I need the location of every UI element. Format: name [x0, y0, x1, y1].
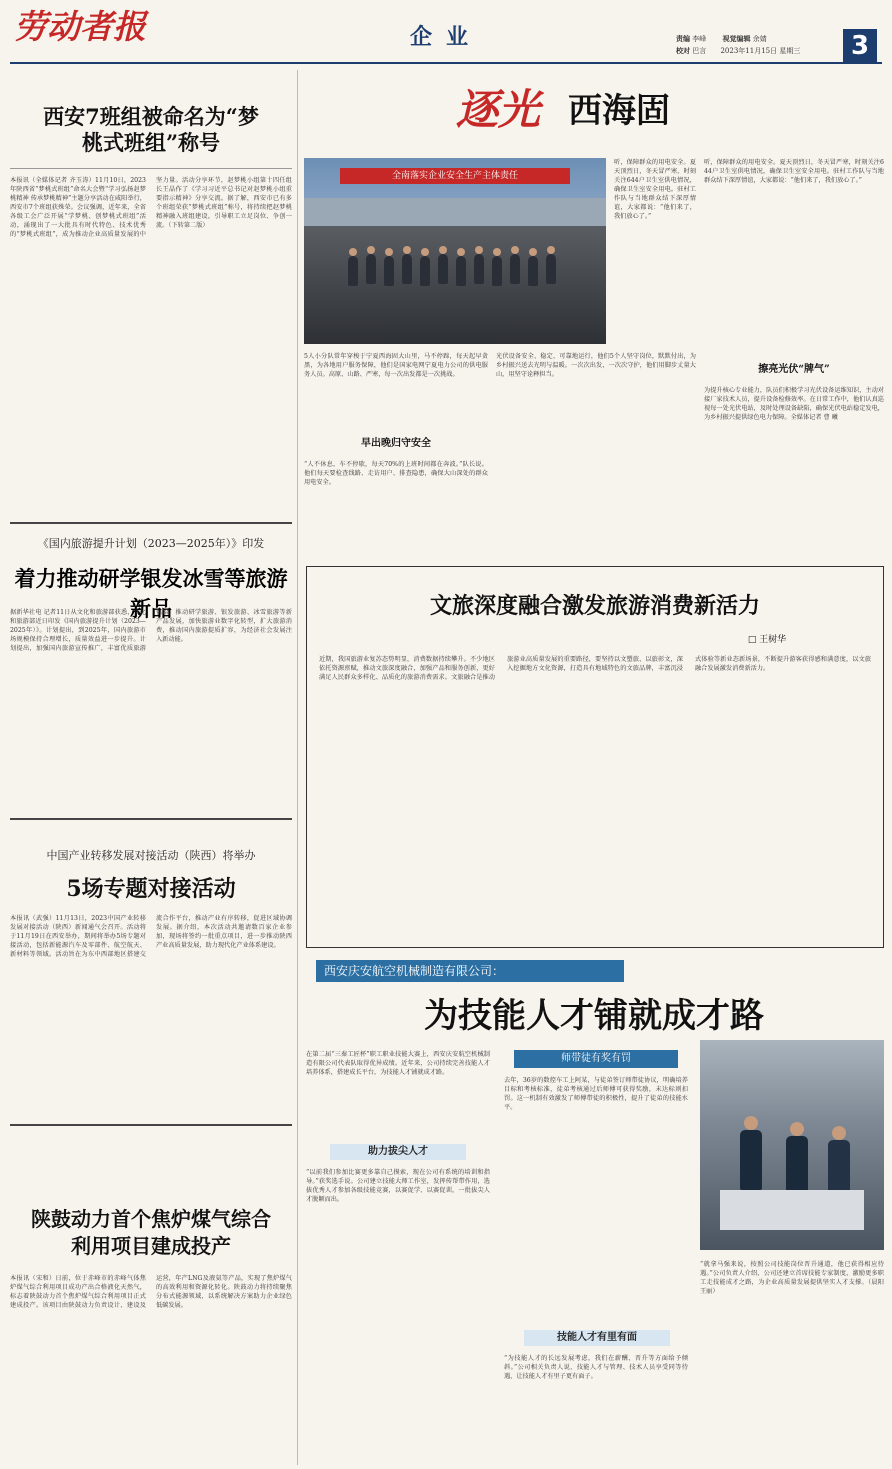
newspaper-logo: 劳动者报 — [14, 7, 146, 46]
article-body: 本报讯（武强）11月13日，2023中国产业转移发展对接活动（陕西）新闻通气会召开。活动将于11月19日在西安举办，期间将举办5场专题对接活动，包括新能源汽车及零部件、航空航天、新材料等领域。活动旨在为东中西部地区搭建交流合作平台，推动产业有序转移，促进区域协调发展。据介绍，本次活动共邀请数百家企业参加，现场将签约一批重点项目，进一步推动陕西产业高质量发展，助力现代化产业体系建设。 — [10, 915, 292, 958]
article-tourism-plan — [10, 528, 292, 818]
feature-col-b: “人不休息，车不停歇，每天70%的上班时间都在奔波。”队长说。他们每天要检查线路、走访用户、排查隐患，确保大山深处的群众用电安全。 — [304, 461, 488, 486]
feature-banner — [456, 72, 706, 148]
subheading: 技能人才有里有面 — [524, 1330, 670, 1346]
feature-col-a: 5人小分队常年穿梭于宁夏西海固大山里，马不停蹄，每天起早贪黑，为各地用户服务保障，他们是国家电网宁夏电力公司的供电服务人员。高原、山路、严寒，每一次出发都是一次挑战。 — [304, 353, 488, 378]
article-industry-transfer — [10, 824, 292, 1124]
subheading-box: 师带徒有奖有罚 — [514, 1050, 678, 1068]
article-culture-tourism — [306, 566, 884, 948]
editor-label: 责编 — [676, 34, 690, 43]
qingan-col-1: 在第二届“三秦工匠杯”职工职业技能大赛上，西安庆安航空机械制造有限公司代表队取得优异成绩。近年来，公司持续完善技能人才培养体系，搭建成长平台，为技能人才铺就成才路。 — [306, 1051, 490, 1076]
banner-title-red: 逐光 — [456, 85, 541, 134]
visual-label: 视觉编辑 — [722, 34, 751, 43]
proof-name: 巴言 — [692, 47, 707, 55]
masthead-rule — [10, 62, 882, 64]
kicker: 《国内旅游提升计划（2023—2025年）》印发 — [37, 537, 265, 550]
subheading: 助力拔尖人才 — [330, 1144, 466, 1160]
headline: 陕鼓动力首个焦炉煤气综合利用项目建成投产 — [31, 1207, 271, 1258]
company-kicker-bar — [306, 960, 882, 982]
headline: 5场专题对接活动 — [66, 876, 236, 902]
headline: 着力推动研学银发冰雪等旅游新品 — [14, 566, 288, 621]
qingan-col-4: “为技能人才的长远发展考虑，我们在薪酬、晋升等方面给予倾斜。”公司相关负责人说，技能人才与管理、技术人员享受同等待遇，让技能人才有里子更有面子。 — [504, 1355, 688, 1380]
editor-name: 李峰 — [692, 35, 707, 43]
team-photo — [304, 158, 606, 344]
feature-col-f: 为提升核心专业能力，队员们积极学习光伏设备运维知识，主动对接厂家技术人员，提升设备检修效率。在日常工作中，他们认真巡视每一处光伏电站，及时处理设备缺陷，确保光伏电站稳定发电，为乡村振兴提供绿色电力保障。全媒体记者 曹 曦 — [704, 387, 884, 421]
visual-editor: 余婧 — [752, 35, 767, 43]
kicker: 西安庆安航空机械制造有限公司： — [316, 960, 624, 982]
qingan-col-3: 去年，36岁的数控车工上阿某，与徒弟签订师带徒协议，明确培养目标和考核标准，徒弟考核通过后师傅可获得奖励，未达标则扣罚。这一机制有效激发了师傅带徒的积极性，提升了徒弟的技能水平。 — [504, 1077, 688, 1111]
subheading: 早出晚归守安全 — [361, 438, 431, 449]
headline: 为技能人才铺就成才路 — [424, 996, 764, 1036]
workshop-photo — [700, 1040, 884, 1250]
article-menglian-banzu — [10, 70, 292, 520]
article-shaangu-project — [10, 1130, 292, 1465]
headline: 西安7班组被命名为“梦桃式班组”称号 — [43, 104, 259, 155]
proof-label: 校对 — [676, 46, 690, 55]
article-body: 本报讯（宋和）日前，位于赤峰市的赤峰气体焦炉煤气综合利用项目成功产出合格液化天然气，标志着陕鼓动力首个焦炉煤气综合利用项目正式建成投产。该项目由陕鼓动力负责设计、建设及运营，年产LNG及液氨等产品，实现了焦炉煤气的高效利用和资源化转化。陕鼓动力将持续聚焦分布式能源领域，以系统解决方案助力企业绿色低碳发展。 — [10, 1275, 292, 1309]
kicker: 中国产业转移发展对接活动（陕西）将举办 — [46, 849, 256, 862]
byline: □ 王树华 — [747, 635, 787, 645]
feature-col-e: 听，保障群众的用电安全。夏天顶烈日，冬天冒严寒，时刻关注644户卫生室供电情况，确保卫生室安全用电。驻村工作队与当地群众结下深厚情谊，大家都说：“他们来了，我们放心了。” — [614, 159, 696, 220]
article-body: 本报讯（全媒体记者 齐玉涛）11月10日，2023年陕西省“梦桃式班组”命名大会暨“学习弘扬赵梦桃精神 传承梦桃精神”主题分享活动在咸阳举行，西安市7个班组获殊荣。会议强调，近年来，全省各级工会广泛开展“学梦桃、创梦桃式班组”活动，涌现出了一大批具有时代特色、技术优秀的“梦桃式班组”，成为推动企业高质量发展的中坚力量。活动分享环节，赵梦桃小组第十四任组长王晶作了《学习习近平总书记对赵梦桃小组重要指示精神》分享交流。据了解，西安市已有多个班组荣获“梦桃式班组”称号，将持续把赵梦桃精神融入班组建设，引导职工立足岗位、争创一流。（下转第二版） — [10, 177, 292, 238]
masthead — [0, 0, 892, 63]
section-name: 企业 — [409, 24, 482, 50]
page-number: 3 — [843, 29, 877, 63]
subheading: 擦亮光伏“牌气” — [758, 364, 830, 375]
headline: 文旅深度融合激发旅游消费新活力 — [429, 593, 760, 619]
feature-col-d: 听，保障群众的用电安全。夏天顶烈日，冬天冒严寒，时刻关注644户卫生室供电情况，确保卫生室安全用电。驻村工作队与当地群众结下深厚情谊，大家都说：“他们来了，我们放心了。” — [704, 159, 884, 184]
issue-date: 2023年11月15日 星期三 — [720, 47, 801, 55]
qingan-col-5: “就拿马强来说，按照公司技能岗位晋升通道，他已获得相应待遇。”公司负责人介绍，公司还建立首席技能专家制度，激励更多职工走技能成才之路，为企业高质量发展提供坚实人才支撑。（晨阳 王丽） — [700, 1261, 884, 1295]
photo-sign: 全南落实企业安全生产主体责任 — [340, 168, 570, 184]
article-body: 近期，我国旅游业复苏态势明显，消费数据持续攀升。不少地区依托资源禀赋，推动文旅深度融合，加强产品和服务创新，更好满足人民群众多样化、品质化的旅游消费需求。文旅融合是推动旅游业高质量发展的重要路径，要坚持以文塑旅、以旅彰文，深入挖掘地方文化资源，打造具有地域特色的文旅品牌，丰富沉浸式体验等新业态新场景，不断提升游客获得感和满意度，以文旅融合发展激发消费新活力。 — [319, 656, 871, 681]
qingan-col-2: “以前我们参加比赛更多靠自己摸索，现在公司有系统的培训和指导。”获奖选手说。公司建立技能大师工作室，发挥传帮带作用，选拔优秀人才参加各级技能竞赛，以赛促学、以赛促训，一批拔尖人才脱颖而出。 — [306, 1169, 490, 1203]
article-body: 据新华社电 记者11日从文化和旅游部获悉，文化和旅游部近日印发《国内旅游提升计划（2023—2025年）》。计划提出，到2025年，国内旅游市场规模保持合理增长，质量效益进一步提升。计划提出，加强国内旅游宣传推广，丰富优质旅游供给，推动研学旅游、银发旅游、冰雪旅游等新产品发展，加快旅游业数字化转型，扩大旅游消费，推动国内旅游提质扩容，为经济社会发展注入新动能。 — [10, 609, 292, 652]
feature-col-c: 光伏设备安全、稳定、可靠地运行，他们5个人坚守岗位，默默付出，为乡村振兴送去光明与温暖。一次次出发，一次次守护，他们用脚步丈量大山，用坚守诠释担当。 — [496, 353, 696, 378]
banner-title-black: 西海固 — [568, 91, 670, 131]
